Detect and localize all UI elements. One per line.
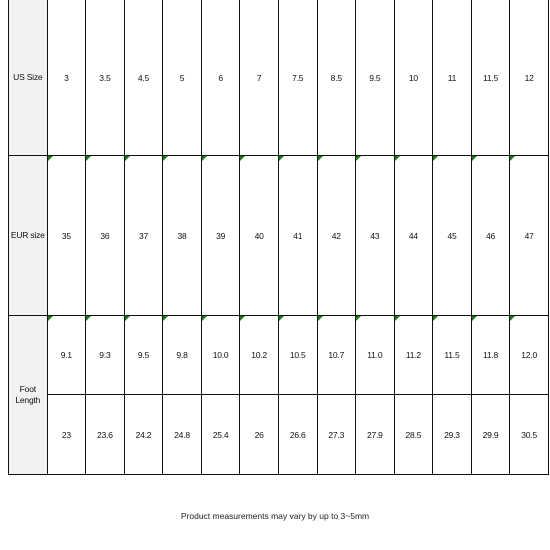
eur-size-cell: 46 [471, 156, 510, 316]
cell-comment-marker [510, 156, 515, 161]
eur-size-cell: 39 [201, 156, 240, 316]
cell-comment-marker [202, 316, 207, 321]
us-size-cell: 7.5 [278, 0, 317, 156]
cell-comment-marker [279, 316, 284, 321]
cell-comment-marker [356, 316, 361, 321]
eur-size-cell: 45 [433, 156, 472, 316]
eur-size-cell: 38 [163, 156, 202, 316]
us-size-cell: 5 [163, 0, 202, 156]
foot-length-cm-cell: 27.9 [356, 395, 395, 475]
foot-length-cm-cell: 23 [47, 395, 86, 475]
foot-length-cm-cell: 25.4 [201, 395, 240, 475]
us-size-cell: 11.5 [471, 0, 510, 156]
foot-length-inch-cell: 9.1 [47, 316, 86, 395]
foot-length-cm-cell: 28.5 [394, 395, 433, 475]
us-size-cell: 3.5 [86, 0, 125, 156]
foot-length-inch-cell: 11.0 [356, 316, 395, 395]
foot-length-inch-cell: 9.3 [86, 316, 125, 395]
eur-size-row [9, 156, 549, 316]
foot-length-inch-row [9, 316, 549, 395]
cell-comment-marker [240, 316, 245, 321]
eur-size-cell: 37 [124, 156, 163, 316]
cell-comment-marker [318, 316, 323, 321]
eur-size-cell: 47 [510, 156, 549, 316]
cell-comment-marker [472, 316, 477, 321]
foot-length-inch-cell: 12.0 [510, 316, 549, 395]
foot-length-cm-cell: 23.6 [86, 395, 125, 475]
eur-size-cell: 41 [278, 156, 317, 316]
cell-comment-marker [125, 156, 130, 161]
us-size-cell: 6 [201, 0, 240, 156]
eur-size-cell: 44 [394, 156, 433, 316]
cell-comment-marker [202, 156, 207, 161]
foot-length-inch-cell: 11.2 [394, 316, 433, 395]
foot-length-inch-cell: 11.8 [471, 316, 510, 395]
cell-comment-marker [86, 156, 91, 161]
foot-length-label: Foot Length [9, 316, 48, 475]
size-chart-table [8, 0, 549, 475]
us-size-cell: 9.5 [356, 0, 395, 156]
us-size-cell: 4.5 [124, 0, 163, 156]
eur-size-cell: 43 [356, 156, 395, 316]
us-size-cell: 10 [394, 0, 433, 156]
us-size-cell: 8.5 [317, 0, 356, 156]
foot-length-inch-cell: 9.8 [163, 316, 202, 395]
eur-size-cell: 42 [317, 156, 356, 316]
us-size-cell: 7 [240, 0, 279, 156]
cell-comment-marker [433, 156, 438, 161]
foot-length-cm-cell: 30.5 [510, 395, 549, 475]
cell-comment-marker [510, 316, 515, 321]
cell-comment-marker [125, 316, 130, 321]
eur-size-cell: 35 [47, 156, 86, 316]
cell-comment-marker [395, 316, 400, 321]
cell-comment-marker [240, 156, 245, 161]
left-margin [0, 0, 8, 475]
measurement-footnote: Product measurements may vary by up to 3~5mm [180, 511, 370, 521]
foot-length-cm-cell: 24.2 [124, 395, 163, 475]
foot-length-cm-row [9, 395, 549, 475]
cell-comment-marker [48, 156, 53, 161]
eur-size-cell: 40 [240, 156, 279, 316]
cell-comment-marker [163, 316, 168, 321]
us-size-cell: 3 [47, 0, 86, 156]
foot-length-inch-cell: 10.2 [240, 316, 279, 395]
eur-size-label: EUR size [9, 156, 48, 316]
foot-length-cm-cell: 26.6 [278, 395, 317, 475]
cell-comment-marker [472, 156, 477, 161]
foot-length-inch-cell: 10.7 [317, 316, 356, 395]
cell-comment-marker [395, 156, 400, 161]
cell-comment-marker [356, 156, 361, 161]
foot-length-cm-cell: 24.8 [163, 395, 202, 475]
foot-length-cm-cell: 29.3 [433, 395, 472, 475]
foot-length-cm-cell: 29.9 [471, 395, 510, 475]
foot-length-cm-cell: 26 [240, 395, 279, 475]
cell-comment-marker [318, 156, 323, 161]
foot-length-inch-cell: 11.5 [433, 316, 472, 395]
us-size-cell: 12 [510, 0, 549, 156]
foot-length-inch-cell: 10.0 [201, 316, 240, 395]
cell-comment-marker [86, 316, 91, 321]
cell-comment-marker [279, 156, 284, 161]
cell-comment-marker [48, 316, 53, 321]
cell-comment-marker [433, 316, 438, 321]
eur-size-cell: 36 [86, 156, 125, 316]
foot-length-inch-cell: 10.5 [278, 316, 317, 395]
cell-comment-marker [163, 156, 168, 161]
us-size-cell: 11 [433, 0, 472, 156]
us-size-row [9, 0, 549, 156]
foot-length-inch-cell: 9.5 [124, 316, 163, 395]
foot-length-cm-cell: 27.3 [317, 395, 356, 475]
us-size-label: US Size [9, 0, 48, 156]
